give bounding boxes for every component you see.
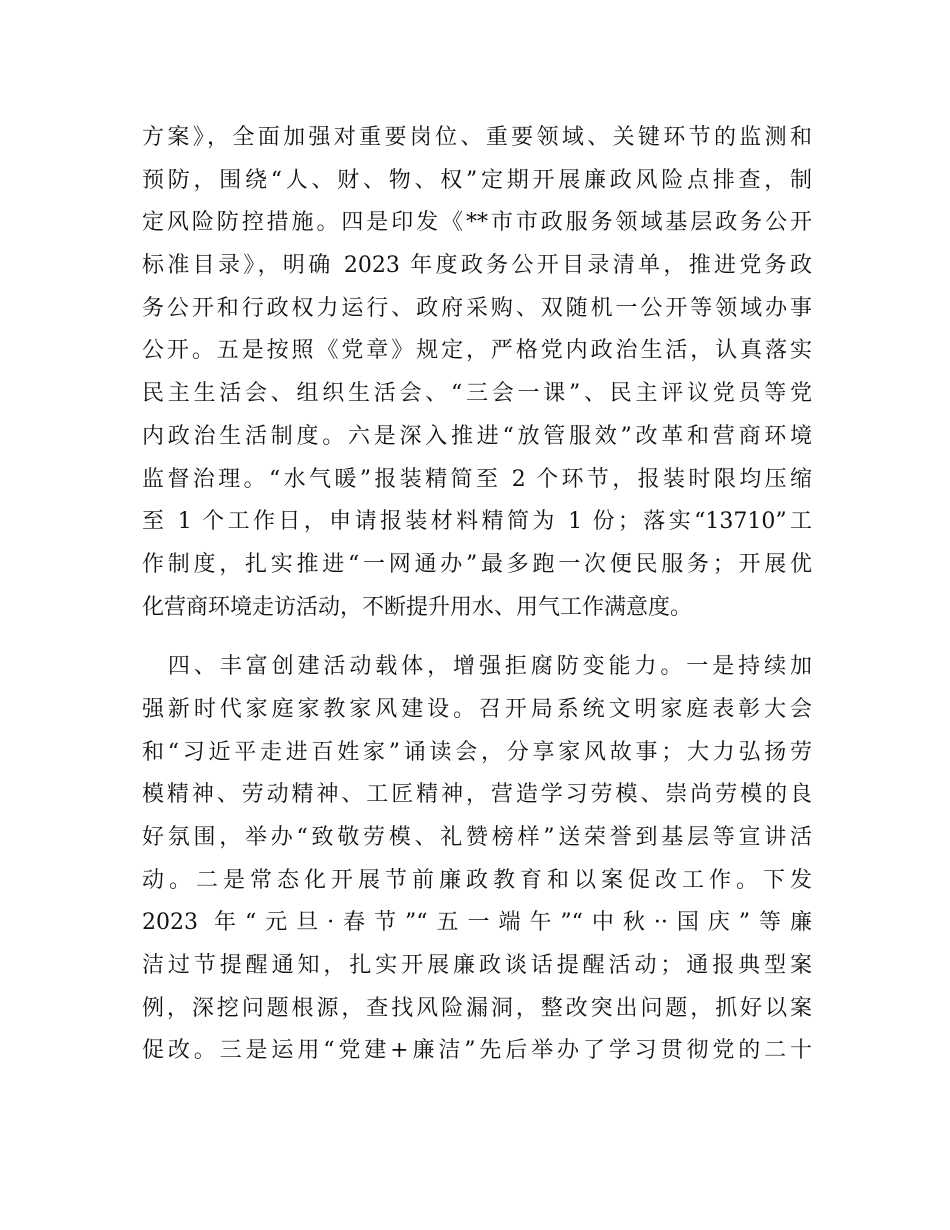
text-line: 作制度，扎实推进“一网通办”最多跑一次便民服务；开展优 [142, 551, 812, 577]
text-line: 定风险防控措施。四是印发《**市市政服务领域基层政务公开 [142, 210, 812, 236]
text-line: 2023 年“元旦·春节”“五一端午”“中秋··国庆”等廉 [142, 910, 812, 936]
text-line: 洁过节提醒通知，扎实开展廉政谈话提醒活动；通报典型案 [142, 953, 812, 979]
text-line: 好氛围，举办“致敬劳模、礼赞榜样”送荣誉到基层等宣讲活 [142, 825, 812, 850]
text-line: 模精神、劳动精神、工匠精神，营造学习劳模、崇尚劳模的良 [142, 782, 812, 808]
text-line: 务公开和行政权力运行、政府采购、双随机一公开等领域办事 [142, 295, 812, 321]
text-line: 动。二是常态化开展节前廉政教育和以案促改工作。下发 [142, 867, 812, 893]
text-line: 化营商环境走访活动，不断提升用水、用气工作满意度。 [142, 594, 693, 620]
text-line: 监督治理。“水气暖”报装精简至 2 个环节，报装时限均压缩 [142, 466, 812, 492]
text-line: 四、丰富创建活动载体，增强拒腐防变能力。一是持续加 [142, 654, 812, 680]
text-line: 促改。三是运用“党建+廉洁”先后举办了学习贯彻党的二十 [142, 1038, 812, 1064]
document-body [142, 117, 812, 1073]
text-line: 至 1 个工作日，申请报装材料精简为 1 份；落实“13710”工 [142, 509, 812, 535]
text-line: 预防，围绕“人、财、物、权”定期开展廉政风险点排查，制 [142, 167, 812, 193]
text-line: 和“习近平走进百姓家”诵读会，分享家风故事；大力弘扬劳 [142, 739, 812, 765]
text-line: 民主生活会、组织生活会、“三会一课”、民主评议党员等党 [142, 381, 812, 407]
text-line: 强新时代家庭家教家风建设。召开局系统文明家庭表彰大会 [142, 696, 812, 722]
text-line: 例，深挖问题根源，查找风险漏洞，整改突出问题，抓好以案 [142, 995, 812, 1021]
paragraph-gap [142, 629, 812, 646]
paragraph-2 [142, 646, 812, 1073]
text-line: 内政治生活制度。六是深入推进“放管服效”改革和营商环境 [142, 423, 812, 449]
text-line: 公开。五是按照《党章》规定，严格党内政治生活，认真落实 [142, 338, 812, 364]
paragraph-1 [142, 117, 812, 629]
text-line: 标准目录》，明确 2023 年度政务公开目录清单，推进党务政 [142, 253, 812, 279]
text-line: 方案》，全面加强对重要岗位、重要领域、关键环节的监测和 [142, 125, 812, 150]
